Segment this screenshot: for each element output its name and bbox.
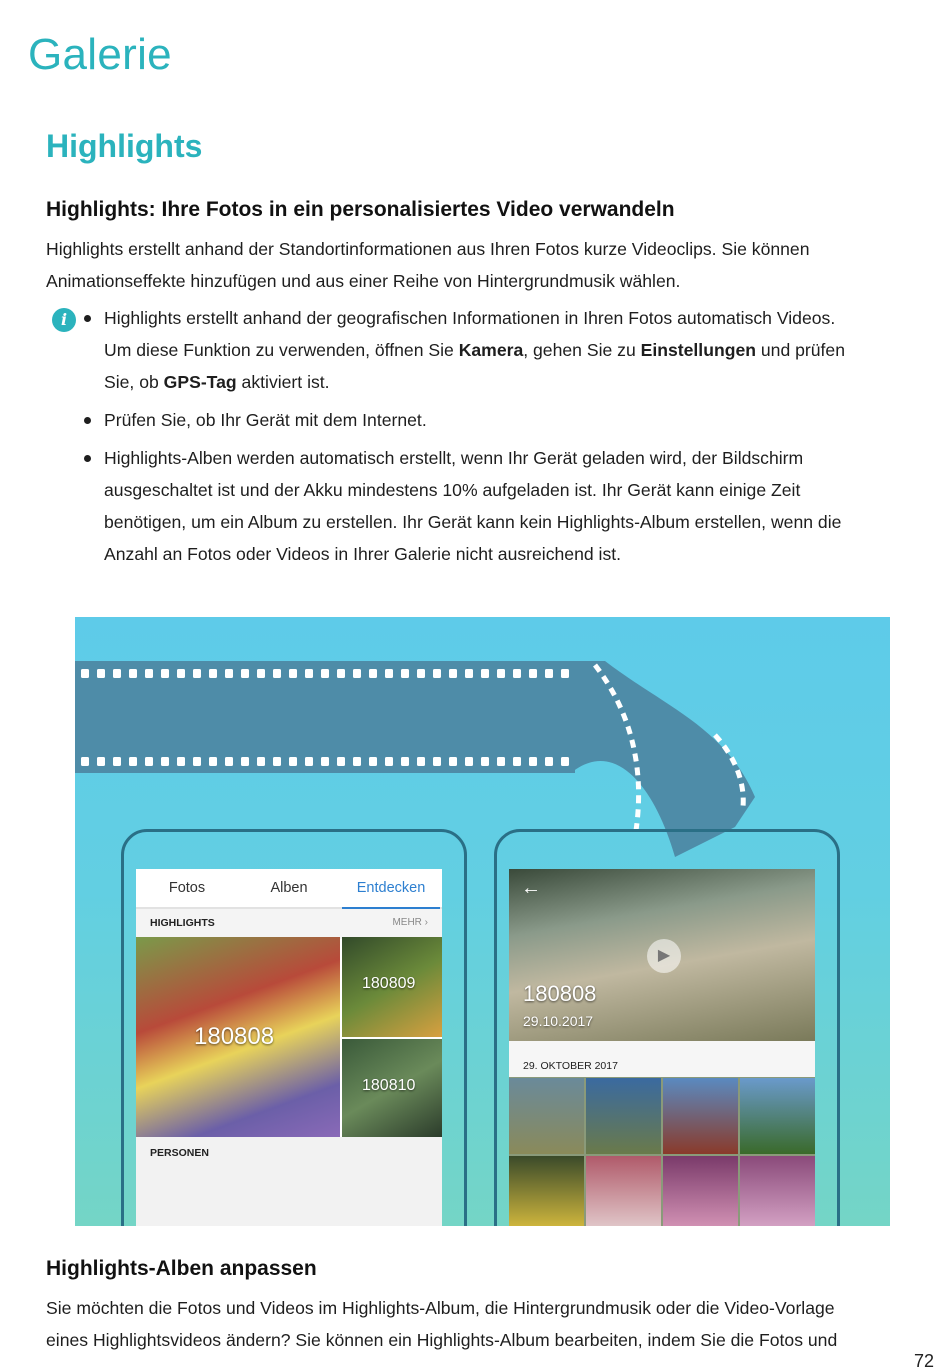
sprocket-hole bbox=[113, 757, 121, 766]
sprocket-hole bbox=[257, 669, 265, 678]
photo-thumb[interactable] bbox=[740, 1078, 815, 1154]
sprocket-hole bbox=[241, 757, 249, 766]
sprocket-hole bbox=[113, 669, 121, 678]
note-bullet-1 bbox=[84, 302, 934, 398]
info-icon: i bbox=[52, 308, 76, 332]
sprocket-hole bbox=[385, 757, 393, 766]
album-title: 180808 bbox=[523, 981, 597, 1006]
section-title: Highlights bbox=[46, 128, 203, 164]
persons-section bbox=[136, 1137, 442, 1226]
sprocket-hole bbox=[561, 757, 569, 766]
einstellungen-term: Einstellungen bbox=[640, 340, 756, 360]
highlights-illustration bbox=[75, 617, 890, 1226]
sprocket-hole bbox=[401, 757, 409, 766]
sprocket-hole bbox=[161, 669, 169, 678]
highlight-tile-main-label: 180808 bbox=[194, 1023, 275, 1050]
active-tab-indicator bbox=[342, 907, 440, 909]
sprocket-hole bbox=[545, 757, 553, 766]
subsection-title-edit-albums: Highlights-Alben anpassen bbox=[46, 1257, 317, 1280]
sprocket-hole bbox=[289, 757, 297, 766]
more-link[interactable]: MEHR › bbox=[392, 917, 428, 928]
note-bullet-1-line-2-mid: , gehen Sie zu bbox=[523, 340, 641, 360]
photo-thumb[interactable] bbox=[740, 1156, 815, 1226]
sprocket-hole bbox=[385, 669, 393, 678]
sprocket-hole bbox=[465, 757, 473, 766]
sprocket-hole bbox=[433, 757, 441, 766]
tab-fotos[interactable]: Fotos bbox=[168, 880, 206, 896]
sprocket-hole bbox=[417, 669, 425, 678]
sprocket-hole bbox=[273, 669, 281, 678]
note-bullet-1-line-1: Highlights erstellt anhand der geografischen Informationen in Ihren Fotos automatisch Videos. bbox=[104, 308, 836, 328]
sprocket-hole bbox=[465, 669, 473, 678]
sprocket-hole bbox=[273, 757, 281, 766]
sprocket-hole bbox=[401, 669, 409, 678]
sprocket-hole bbox=[529, 757, 537, 766]
sprocket-hole bbox=[129, 757, 137, 766]
sprocket-hole bbox=[497, 669, 505, 678]
highlight-tile-bottom[interactable] bbox=[342, 1039, 442, 1139]
gallery-tabs bbox=[136, 869, 442, 909]
intro-line-2: Animationseffekte hinzufügen und aus einer Reihe von Hintergrundmusik wählen. bbox=[46, 271, 681, 291]
photo-thumb[interactable] bbox=[586, 1156, 661, 1226]
album-date: 29.10.2017 bbox=[523, 1013, 594, 1029]
intro-paragraph bbox=[46, 233, 916, 297]
highlight-tile-bottom-label: 180810 bbox=[362, 1077, 416, 1094]
note-bullet-3-line-1: Highlights-Alben werden automatisch erstellt, wenn Ihr Gerät geladen wird, der Bildschirm bbox=[104, 448, 804, 468]
tab-entdecken[interactable]: Entdecken bbox=[356, 880, 426, 896]
sprocket-hole bbox=[81, 669, 89, 678]
gps-tag-term: GPS-Tag bbox=[163, 372, 237, 392]
photo-thumb[interactable] bbox=[509, 1078, 584, 1154]
sprocket-hole bbox=[209, 757, 217, 766]
sprocket-hole bbox=[257, 757, 265, 766]
kamera-term: Kamera bbox=[458, 340, 524, 360]
highlights-header bbox=[136, 909, 442, 939]
sprocket-hole bbox=[449, 757, 457, 766]
sprocket-hole bbox=[561, 669, 569, 678]
left-phone-screen bbox=[136, 869, 442, 1226]
note-bullet-3 bbox=[84, 442, 934, 570]
photo-thumb[interactable] bbox=[663, 1156, 738, 1226]
sprocket-hole bbox=[337, 669, 345, 678]
sprocket-hole bbox=[225, 669, 233, 678]
sprocket-hole bbox=[161, 757, 169, 766]
sprocket-hole bbox=[305, 669, 313, 678]
photo-thumb[interactable] bbox=[586, 1078, 661, 1154]
chapter-title: Galerie bbox=[28, 30, 172, 79]
note-bullet-1-line-2-pre: Um diese Funktion zu verwenden, öffnen Sie bbox=[104, 340, 459, 360]
sprocket-hole bbox=[305, 757, 313, 766]
sprocket-hole bbox=[513, 669, 521, 678]
note-bullet-1-line-3-pre: Sie, ob bbox=[104, 372, 164, 392]
sprocket-hole bbox=[97, 669, 105, 678]
highlight-tile-main[interactable] bbox=[136, 937, 340, 1139]
sprocket-hole bbox=[529, 669, 537, 678]
sprocket-hole bbox=[97, 757, 105, 766]
note-bullet-3-line-4: Anzahl an Fotos oder Videos in Ihrer Galerie nicht ausreichend ist. bbox=[104, 544, 622, 564]
sprocket-hole bbox=[321, 757, 329, 766]
sprocket-hole bbox=[177, 669, 185, 678]
sprocket-hole bbox=[193, 757, 201, 766]
sprocket-hole bbox=[545, 669, 553, 678]
sprocket-hole bbox=[353, 757, 361, 766]
outro-paragraph bbox=[46, 1292, 916, 1356]
note-bullet-2: Prüfen Sie, ob Ihr Gerät mit dem Internet. bbox=[84, 404, 934, 436]
highlight-tile-top-label: 180809 bbox=[362, 975, 416, 992]
sprocket-hole bbox=[225, 757, 233, 766]
outro-line-1: Sie möchten die Fotos und Videos im Highlights-Album, die Hintergrundmusik oder die Video-Vorlage bbox=[46, 1298, 835, 1318]
sprocket-hole bbox=[81, 757, 89, 766]
sprocket-hole bbox=[497, 757, 505, 766]
photo-thumb[interactable] bbox=[663, 1078, 738, 1154]
back-arrow-icon[interactable]: ← bbox=[521, 877, 541, 899]
sprocket-hole bbox=[193, 669, 201, 678]
sprocket-hole bbox=[145, 669, 153, 678]
subsection-title-highlights-video: Highlights: Ihre Fotos in ein personalisiertes Video verwandeln bbox=[46, 198, 675, 221]
month-header: 29. OKTOBER 2017 bbox=[509, 1041, 815, 1077]
sprocket-hole bbox=[449, 669, 457, 678]
intro-line-1: Highlights erstellt anhand der Standortinformationen aus Ihren Fotos kurze Videoclips. Sie können bbox=[46, 239, 810, 259]
persons-label: PERSONEN bbox=[150, 1147, 209, 1159]
photo-thumb[interactable] bbox=[509, 1156, 584, 1226]
sprocket-hole bbox=[209, 669, 217, 678]
sprocket-hole bbox=[337, 757, 345, 766]
play-icon[interactable]: ▶ bbox=[647, 939, 681, 973]
more-label: MEHR bbox=[392, 917, 422, 928]
sprocket-hole bbox=[433, 669, 441, 678]
note-bullet-1-line-3-post: aktiviert ist. bbox=[236, 372, 330, 392]
sprocket-hole bbox=[417, 757, 425, 766]
sprocket-hole bbox=[321, 669, 329, 678]
sprocket-hole bbox=[513, 757, 521, 766]
sprocket-hole bbox=[353, 669, 361, 678]
sprocket-hole bbox=[241, 669, 249, 678]
sprocket-hole bbox=[481, 757, 489, 766]
sprocket-hole bbox=[177, 757, 185, 766]
note-bullet-3-line-3: benötigen, um ein Album zu erstellen. Ihr Gerät kann kein Highlights-Album erstellen, wenn die bbox=[104, 512, 842, 532]
right-phone-screen bbox=[509, 869, 815, 1226]
note-bullet-3-line-2: ausgeschaltet ist und der Akku mindestens 10% aufgeladen ist. Ihr Gerät kann einige Zeit bbox=[104, 480, 801, 500]
page-number: 72 bbox=[913, 1351, 934, 1371]
sprocket-hole bbox=[289, 669, 297, 678]
sprocket-hole bbox=[481, 669, 489, 678]
tab-alben[interactable]: Alben bbox=[270, 880, 308, 896]
sprocket-hole bbox=[369, 669, 377, 678]
sprocket-hole bbox=[129, 669, 137, 678]
highlights-label: HIGHLIGHTS bbox=[150, 917, 215, 929]
sprocket-hole bbox=[369, 757, 377, 766]
sprocket-hole bbox=[145, 757, 153, 766]
note-bullet-1-line-2-post: und prüfen bbox=[755, 340, 846, 360]
highlight-tile-top[interactable] bbox=[342, 937, 442, 1037]
outro-line-2: eines Highlightsvideos ändern? Sie können ein Highlights-Album bearbeiten, indem Sie die Fotos und bbox=[46, 1330, 838, 1350]
